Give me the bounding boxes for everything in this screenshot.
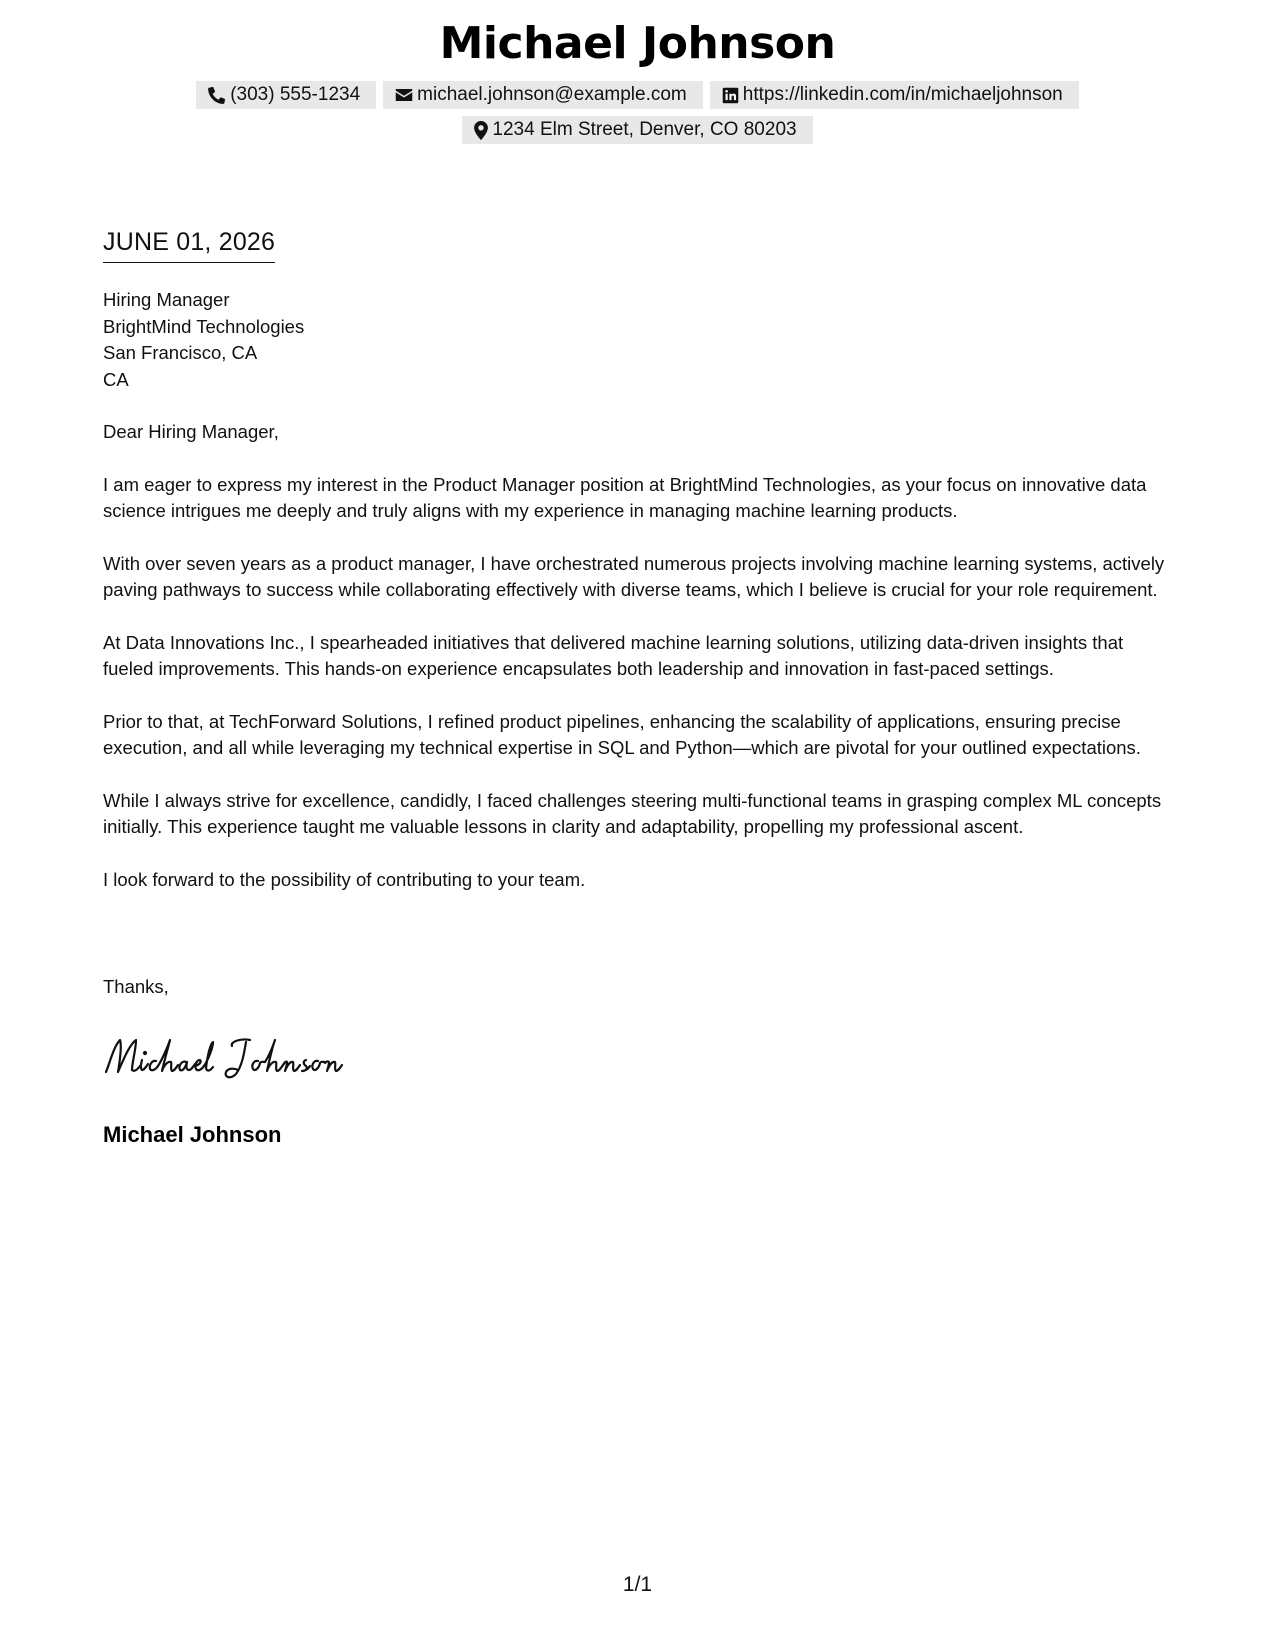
- letter-body: [103, 419, 1178, 919]
- body-paragraph: Prior to that, at TechForward Solutions, I refined product pipelines, enhancing the scalability of applications, ensuring precise execution, and all while leveraging my technical expertise in SQL and Python—which are pivotal for your outlined expectations.: [103, 710, 1141, 758]
- email-contact[interactable]: [383, 81, 703, 109]
- address-text: 1234 Elm Street, Denver, CO 80203: [492, 119, 797, 140]
- address-contact: [462, 116, 812, 144]
- linkedin-contact[interactable]: [710, 81, 1079, 109]
- recipient-title: Hiring Manager: [103, 289, 230, 310]
- contact-row-primary: [0, 81, 1275, 109]
- closing: Thanks,: [103, 976, 169, 997]
- envelope-icon: [395, 87, 413, 103]
- email-text: michael.johnson@example.com: [417, 84, 687, 105]
- recipient-city: San Francisco, CA: [103, 342, 258, 363]
- contact-row-secondary: [0, 116, 1275, 144]
- linkedin-text: https://linkedin.com/in/michaeljohnson: [742, 84, 1063, 105]
- phone-text: (303) 555-1234: [230, 84, 361, 105]
- recipient-company: BrightMind Technologies: [103, 315, 305, 337]
- body-paragraph: At Data Innovations Inc., I spearheaded initiatives that delivered machine learning solutions, utilizing data-driven insights that fueled improvements. This hands-on experience encapsulates both leadership and innovation in fast-paced settings.: [103, 631, 1124, 679]
- body-paragraph: While I always strive for excellence, candidly, I faced challenges steering multi-functional teams in grasping complex ML concepts initially. This experience taught me valuable lessons in clarity and adaptability, propelling my professional ascent.: [103, 789, 1162, 837]
- letter-date: JUNE 01, 2026: [103, 228, 275, 263]
- applicant-name-heading: Michael Johnson: [439, 18, 836, 69]
- linkedin-icon: [722, 87, 739, 104]
- handwritten-signature: [100, 1032, 360, 1087]
- recipient-block: [103, 287, 304, 393]
- body-paragraph: I look forward to the possibility of contributing to your team.: [103, 868, 586, 890]
- recipient-state: CA: [103, 368, 129, 390]
- salutation: Dear Hiring Manager,: [103, 421, 279, 442]
- signer-name: Michael Johnson: [103, 1122, 282, 1147]
- page-number: 1/1: [622, 1573, 653, 1596]
- body-paragraph: With over seven years as a product manager, I have orchestrated numerous projects involving machine learning systems, actively paving pathways to success while collaborating effectively with diverse teams, which I believe is crucial for your role requirement.: [103, 552, 1165, 600]
- phone-contact[interactable]: [196, 81, 376, 109]
- map-marker-icon: [474, 121, 488, 140]
- body-paragraph: I am eager to express my interest in the Product Manager position at BrightMind Technologies, as your focus on innovative data science intrigues me deeply and truly aligns with my experience in managing machine learning products.: [103, 473, 1147, 521]
- phone-icon: [208, 86, 226, 104]
